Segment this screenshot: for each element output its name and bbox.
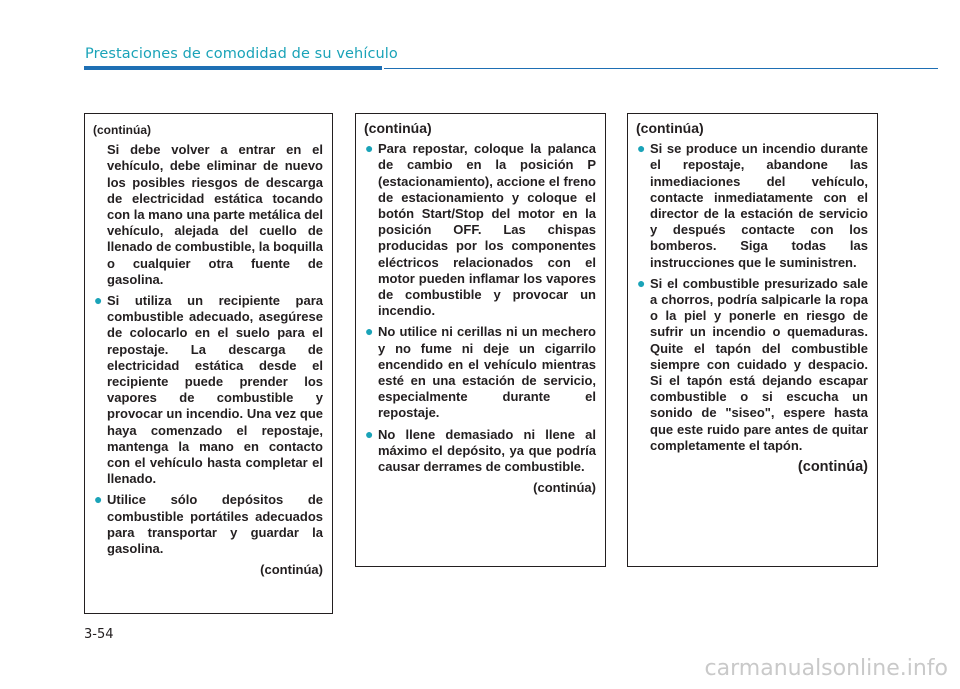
warning-box-1 bbox=[84, 113, 333, 614]
continued-heading: (continúa) bbox=[364, 120, 432, 136]
list-item-text: Utilice sólo depósitos de combustible portátiles adecuados para transportar y guardar la gasolina. bbox=[107, 492, 323, 557]
bullet-list bbox=[636, 141, 868, 454]
warning-box-3 bbox=[627, 113, 878, 567]
header-rule-thin bbox=[384, 68, 938, 69]
continued-heading: (continúa) bbox=[636, 120, 704, 136]
list-item bbox=[636, 276, 868, 454]
list-item bbox=[636, 141, 868, 271]
list-item-text: Si se produce un incendio durante el repostaje, abandone las inmediaciones del vehículo, contacte inmediatamente con el director de la estación de servicio y después contacte con los bomberos. Siga todas las instrucciones que le suministren. bbox=[650, 141, 868, 270]
bullet-icon: ● bbox=[637, 140, 646, 157]
continued-footer: (continúa) bbox=[260, 562, 323, 578]
bullet-list bbox=[93, 293, 323, 557]
bullet-icon: ● bbox=[365, 323, 374, 340]
list-item bbox=[93, 492, 323, 557]
section-title: Prestaciones de comodidad de su vehículo bbox=[85, 46, 398, 62]
list-item-text: No llene demasiado ni llene al máximo el depósito, ya que podría causar derrames de combustible. bbox=[378, 426, 596, 475]
watermark: carmanualsonline.info bbox=[704, 656, 948, 681]
continued-footer: (continúa) bbox=[797, 459, 868, 476]
list-item-text: Para repostar, coloque la palanca de cambio en la posición P (estacionamiento), accione el freno de estacionamiento y coloque el botón Start/Stop del motor en la posición OFF. Las chispas producidas por los componentes eléctricos relacionados con el motor pueden inflamar los vapores de combustible y provocar un incendio. bbox=[378, 141, 596, 319]
list-item-text: Si utiliza un recipiente para combustible adecuado, asegúrese de colocarlo en el suelo para el repostaje. La descarga de electricidad estática desde el recipiente puede prender los vapores de combustible y provocar un incendio. Una vez que haya comenzado el repostaje, mantenga la mano en contacto con el vehículo hasta completar el llenado. bbox=[107, 293, 323, 487]
list-item-text: No utilice ni cerillas ni un mechero y no fume ni deje un cigarrilo encendido en el vehículo mientras esté en una estación de servicio, especialmente durante el repostaje. bbox=[378, 324, 596, 421]
warning-box-2 bbox=[355, 113, 606, 567]
intro-paragraph: Si debe volver a entrar en el vehículo, debe eliminar de nuevo los posibles riesgos de descarga de electricidad estática tocando con la mano una parte metálica del vehículo, alejada del cuello de llenado de combustible, la boquilla o cualquier otra fuente de gasolina. bbox=[107, 142, 324, 287]
header-rule-thick bbox=[84, 66, 382, 70]
list-item bbox=[364, 427, 596, 476]
continued-footer: (continúa) bbox=[533, 480, 596, 496]
bullet-icon: ● bbox=[94, 292, 103, 309]
list-item bbox=[364, 141, 596, 319]
list-item-text: Si el combustible presurizado sale a chorros, podría salpicarle la ropa o la piel y ponerle en riesgo de sufrir un incendio o quemaduras. Quite el tapón del combustible siempre con cuidado y despacio. Si el tapón está dejando escapar combustible o si escucha un sonido de "siseo", espere hasta que este ruido pare antes de quitar completamente el tapón. bbox=[650, 275, 868, 453]
bullet-icon: ● bbox=[365, 425, 374, 442]
continued-heading: (continúa) bbox=[93, 123, 151, 137]
bullet-list bbox=[364, 141, 596, 475]
page-number: 3-54 bbox=[84, 627, 114, 642]
list-item bbox=[364, 324, 596, 421]
list-item bbox=[93, 293, 323, 487]
bullet-icon: ● bbox=[365, 140, 374, 157]
bullet-icon: ● bbox=[94, 491, 103, 508]
bullet-icon: ● bbox=[637, 274, 646, 291]
